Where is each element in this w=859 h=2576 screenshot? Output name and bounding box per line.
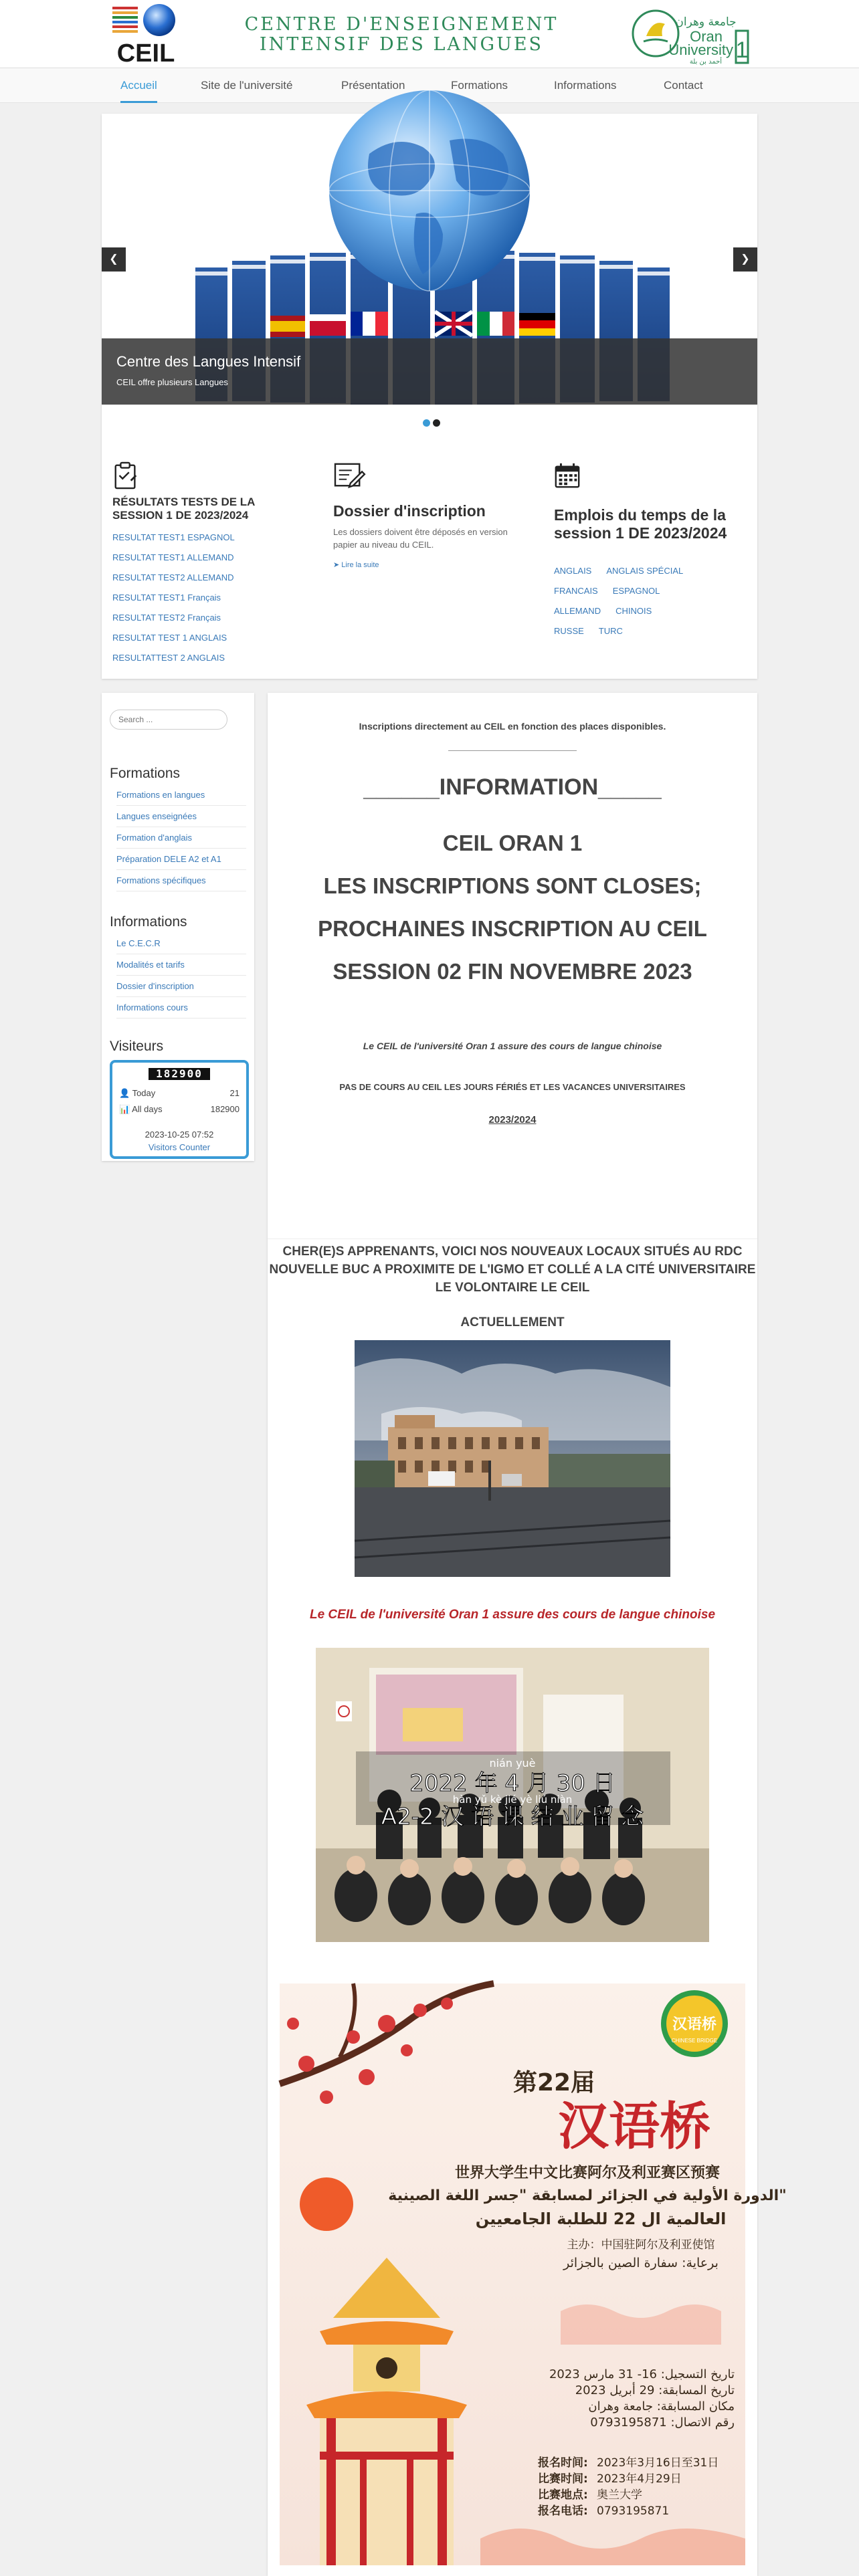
site-header — [0, 0, 859, 68]
site-title-line1: CENTRE D'ENSEIGNEMENT — [244, 14, 559, 35]
slider-dot-2[interactable] — [433, 419, 440, 427]
new-locaux-text — [268, 1243, 757, 1297]
poster-cn-reg-label: 报名时间: — [538, 2456, 588, 2470]
sidebar-item-formation-anglais[interactable]: Formation d'anglais — [116, 827, 246, 849]
divider — [448, 750, 577, 751]
poster-subtitle-ar1: الدورة الأولية في الجزائر لمسابقة "جسر اللغة الصينية" — [388, 2187, 787, 2204]
site-title-line2: INTENSIF DES LANGUES — [259, 34, 544, 55]
main-content — [268, 693, 787, 2576]
result-link-allemand-2[interactable]: RESULTAT TEST2 ALLEMAND — [112, 572, 234, 582]
nav-site-universite[interactable]: Site de l'université — [201, 79, 293, 92]
oran-arabic: جامعة وهران — [675, 15, 737, 29]
nav-accueil[interactable]: Accueil — [120, 68, 157, 103]
sidebar-item-formations-langues[interactable]: Formations en langues — [116, 784, 246, 806]
poster-ar-phone: رقم الاتصال: 0793195871 — [590, 2416, 735, 2430]
poster-ar-competition: تاريخ المسابقة: 29 أبريل 2023 — [575, 2383, 735, 2397]
oran-number: 1 — [735, 37, 749, 63]
emplois-links — [554, 561, 748, 641]
nav-contact[interactable]: Contact — [664, 79, 703, 92]
poster-badge-sub: CHINESE BRIDGE — [671, 2038, 718, 2044]
feature-results — [112, 461, 313, 668]
slide-caption-text: CEIL offre plusieurs Langues — [116, 377, 228, 387]
poster-ar-place: مكان المسابقة: جامعة وهران — [588, 2399, 735, 2413]
poster-edition: 第22届 — [512, 2069, 595, 2097]
visitor-date: 2023-10-25 07:52 — [145, 1130, 214, 1140]
locaux-line-1: CHER(E)S APPRENANTS, VOICI NOS NOUVEAUX LOCAUX SITUÉS AU RDC — [282, 1245, 743, 1259]
slide-caption — [102, 338, 757, 405]
poster-cn-place: 奥兰大学 — [597, 2488, 642, 2502]
chevron-left-icon: ❮ — [109, 253, 118, 265]
visitor-counter-digits: 182900 — [149, 1068, 210, 1080]
locaux-line-3: LE VOLONTAIRE LE CEIL — [435, 1281, 590, 1295]
oran-university-logo[interactable] — [629, 5, 749, 66]
visitor-alldays-value: 182900 — [210, 1104, 240, 1114]
photo-caption-line2: A2-2 汉 语 课 结 业 留 念 — [381, 1804, 644, 1830]
sidebar-item-preparation-dele[interactable]: Préparation DELE A2 et A1 — [116, 849, 246, 870]
sidebar-item-informations-cours[interactable]: Informations cours — [116, 997, 246, 1018]
slider-dots — [421, 418, 442, 430]
nav-formations[interactable]: Formations — [451, 79, 508, 92]
feature-dossier — [333, 461, 534, 569]
results-title-line2: SESSION 1 DE 2023/2024 — [112, 509, 249, 522]
sidebar-item-cecr[interactable]: Le C.E.C.R — [116, 933, 246, 954]
info-line-4: SESSION 02 FIN NOVEMBRE 2023 — [332, 959, 692, 984]
info-line-3: PROCHAINES INSCRIPTION AU CEIL — [318, 916, 707, 941]
dossier-read-more-label: Lire la suite — [341, 561, 379, 569]
home-feature-box — [102, 114, 757, 679]
info-heading-text: INFORMATION — [439, 774, 599, 800]
results-title-line1: RÉSULTATS TESTS DE LA — [112, 496, 256, 508]
search-input[interactable] — [110, 710, 227, 730]
info-line-2: LES INSCRIPTIONS SONT CLOSES; — [323, 873, 702, 898]
holidays-note: PAS DE COURS AU CEIL LES JOURS FÉRIÉS ET LES VACANCES UNIVERSITAIRES — [339, 1082, 686, 1092]
poster-subtitle-ar2: العالمية ال 22 للطلبة الجامعيين — [475, 2210, 727, 2228]
emploi-russe[interactable]: RUSSE — [554, 626, 584, 636]
results-links — [112, 528, 313, 668]
result-link-francais-1[interactable]: RESULTAT TEST1 Français — [112, 593, 221, 603]
sidebar-item-dossier[interactable]: Dossier d'inscription — [116, 976, 246, 997]
visitor-today-label: Today — [132, 1088, 156, 1098]
result-link-francais-2[interactable]: RESULTAT TEST2 Français — [112, 613, 221, 623]
site-title — [221, 15, 582, 55]
ceil-logo-text: CEIL — [116, 39, 175, 68]
building-photo — [355, 1340, 670, 1577]
info-heading: ______INFORMATION_____ — [363, 774, 662, 800]
emploi-espagnol[interactable]: ESPAGNOL — [612, 586, 660, 596]
dossier-read-more[interactable] — [333, 560, 534, 569]
poster-cn-phone-label: 报名电话: — [538, 2504, 588, 2518]
feature-emplois — [554, 461, 748, 641]
user-icon: 👤 — [119, 1088, 130, 1098]
photo-pinyin-line1: nián yuè — [489, 1757, 536, 1769]
photo-pinyin-line2: hàn yǔ kè jié yè liú niàn — [452, 1794, 573, 1806]
emploi-turc[interactable]: TURC — [598, 626, 623, 636]
sidebar-item-langues-enseignees[interactable]: Langues enseignées — [116, 806, 246, 827]
slide-caption-title: Centre des Langues Intensif — [116, 353, 301, 370]
oran-arabic-sub: أحمد بن بلة — [689, 58, 723, 66]
sidebar-informations-title: Informations — [110, 914, 187, 930]
sidebar-visiteurs-title: Visiteurs — [110, 1039, 164, 1054]
emploi-francais[interactable]: FRANCAIS — [554, 586, 598, 596]
emploi-anglais-special[interactable]: ANGLAIS SPÉCIAL — [606, 566, 684, 576]
academic-year: 2023/2024 — [488, 1114, 537, 1125]
clipboard-check-icon — [112, 461, 139, 490]
poster-big-title: 汉语桥 — [558, 2097, 710, 2156]
emploi-allemand[interactable]: ALLEMAND — [554, 606, 601, 616]
chinese-bridge-poster — [280, 1983, 787, 2565]
chinese-class-photo — [316, 1648, 709, 1942]
slider-next-button[interactable] — [733, 247, 757, 272]
edit-document-icon — [333, 461, 365, 490]
dossier-title: Dossier d'inscription — [333, 502, 486, 520]
result-link-allemand-1[interactable]: RESULTAT TEST1 ALLEMAND — [112, 552, 234, 562]
ceil-logo[interactable] — [111, 3, 185, 66]
poster-cn-comp: 2023年4月29日 — [597, 2472, 682, 2486]
dossier-text: Les dossiers doivent être déposés en version papier au niveau du CEIL. — [333, 527, 508, 550]
sidebar-item-modalites[interactable]: Modalités et tarifs — [116, 954, 246, 976]
chinese-course-red-note: Le CEIL de l'université Oran 1 assure des cours de langue chinoise — [309, 1608, 716, 1622]
poster-badge-text: 汉语桥 — [672, 2016, 717, 2033]
nav-informations[interactable]: Informations — [554, 79, 617, 92]
visitor-today-value: 21 — [229, 1088, 240, 1098]
oran-university: University — [668, 41, 733, 58]
photo-caption-line1: 2022 年 4 月 30 日 — [409, 1770, 615, 1797]
nav-presentation[interactable]: Présentation — [341, 79, 405, 92]
chevron-right-icon: ❯ — [741, 253, 750, 265]
result-link-espagnol-1[interactable]: RESULTAT TEST1 ESPAGNOL — [112, 532, 235, 542]
emploi-chinois[interactable]: CHINOIS — [615, 606, 652, 616]
actuellement-label: ACTUELLEMENT — [460, 1315, 565, 1329]
sidebar-formations-title: Formations — [110, 766, 181, 781]
info-line-1: CEIL ORAN 1 — [442, 831, 583, 855]
locaux-line-2: NOUVELLE BUC A PROXIMITE DE L'IGMO ET COLLÉ A LA CITÉ UNIVERSITAIRE — [269, 1263, 756, 1277]
poster-host: 主办：中国驻阿尔及利亚使馆 — [567, 2238, 715, 2252]
result-link-anglais-2[interactable]: RESULTATTEST 2 ANGLAIS — [112, 653, 225, 663]
chart-icon: 📊 — [119, 1104, 130, 1114]
poster-ar-registration: تاريخ التسجيل: 16- 31 مارس 2023 — [549, 2367, 735, 2381]
poster-cn-phone: 0793195871 — [597, 2504, 670, 2518]
sidebar-informations-list — [110, 933, 246, 1018]
hero-slide[interactable] — [102, 114, 757, 405]
poster-subtitle-cn: 世界大学生中文比赛阿尔及利亚赛区预赛 — [454, 2165, 721, 2181]
poster-host-ar: برعاية: سفارة الصين بالجزائر — [563, 2256, 719, 2270]
sidebar-formations-list — [110, 784, 246, 891]
oran-name: Oran — [690, 28, 723, 45]
visitor-counter-widget — [110, 1060, 249, 1159]
slider-dot-1[interactable] — [423, 419, 430, 427]
result-link-anglais-1[interactable]: RESULTAT TEST 1 ANGLAIS — [112, 633, 227, 643]
visitor-alldays-label: All days — [132, 1104, 163, 1114]
sidebar — [102, 693, 254, 1161]
sidebar-item-formations-specifiques[interactable]: Formations spécifiques — [116, 870, 246, 891]
calendar-icon — [554, 461, 581, 490]
poster-cn-comp-label: 比赛时间: — [538, 2472, 588, 2486]
poster-cn-place-label: 比赛地点: — [538, 2488, 588, 2502]
emploi-anglais[interactable]: ANGLAIS — [554, 566, 592, 576]
slider-prev-button[interactable] — [102, 247, 126, 272]
visitors-counter-link[interactable]: Visitors Counter — [148, 1142, 211, 1152]
emplois-title-line1: Emplois du temps de la — [554, 506, 726, 524]
emplois-title-line2: session 1 DE 2023/2024 — [554, 524, 727, 542]
inscription-intro: Inscriptions directement au CEIL en fonction des places disponibles. — [359, 721, 666, 732]
arrow-icon: ➤ — [333, 561, 342, 569]
poster-cn-reg: 2023年3月16日至31日 — [597, 2456, 719, 2470]
chinese-course-note: Le CEIL de l'université Oran 1 assure des cours de langue chinoise — [363, 1041, 662, 1051]
